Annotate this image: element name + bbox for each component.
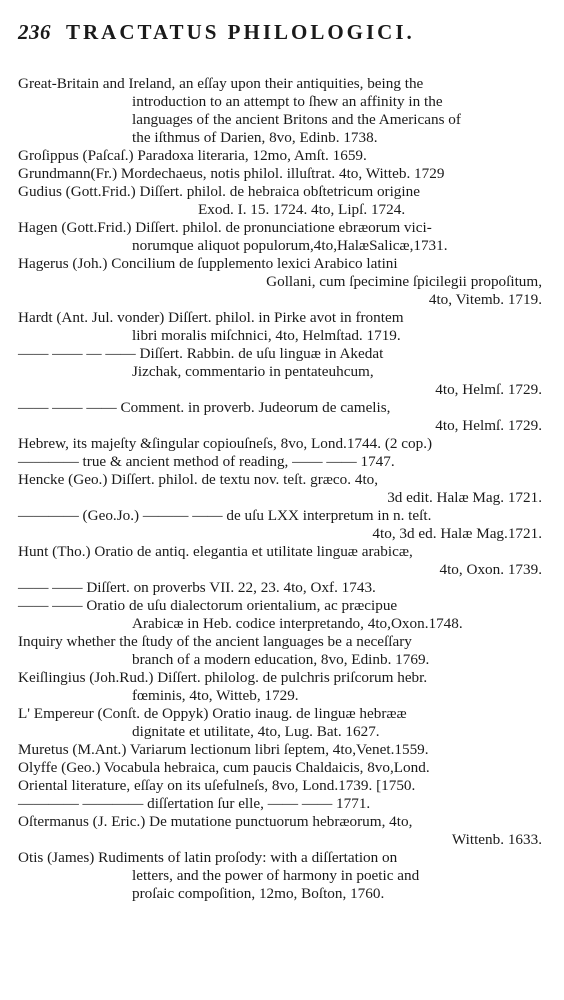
catalogue-entry — [18, 255, 542, 309]
entry-line: 4to, Helmſ. 1729. — [435, 417, 542, 434]
entry-line: 4to, Helmſ. 1729. — [435, 381, 542, 398]
entry-line: Groſippus (Paſcaſ.) Paradoxa literaria, 12mo, Amſt. 1659. — [18, 147, 367, 164]
entry-line: languages of the ancient Britons and the Americans of — [132, 111, 461, 128]
entry-line: 4to, 3d ed. Halæ Mag.1721. — [372, 525, 542, 542]
bibliography-list — [18, 75, 542, 903]
catalogue-entry — [18, 741, 542, 759]
catalogue-entry — [18, 345, 542, 399]
entry-line: —— —— —— Comment. in proverb. Judeorum de camelis, — [18, 399, 391, 416]
entry-line: Otis (James) Rudiments of latin proſody: with a diſſertation on — [18, 849, 398, 866]
entry-line: Jizchak, commentario in pentateuhcum, — [132, 363, 374, 380]
entry-line: L' Empereur (Conſt. de Oppyk) Oratio inaug. de linguæ hebrææ — [18, 705, 407, 722]
entry-line: Keiſlingius (Joh.Rud.) Diſſert. philolog. de pulchris priſcorum hebr. — [18, 669, 428, 686]
entry-line: ———— true & ancient method of reading, —— —— 1747. — [18, 453, 395, 470]
catalogue-entry — [18, 633, 542, 669]
catalogue-entry — [18, 147, 542, 165]
entry-line: Hunt (Tho.) Oratio de antiq. elegantia et utilitate linguæ arabicæ, — [18, 543, 413, 560]
entry-line: 4to, Vitemb. 1719. — [428, 291, 542, 308]
entry-line: —— —— — —— Diſſert. Rabbin. de uſu linguæ in Akedat — [18, 345, 384, 362]
catalogue-entry — [18, 399, 542, 435]
entry-line: norumque aliquot populorum,4to,HalæSalicæ,1731. — [132, 237, 448, 254]
catalogue-entry — [18, 705, 542, 741]
entry-line: ———— ———— diſſertation ſur elle, —— —— 1771. — [18, 795, 371, 812]
entry-line: branch of a modern education, 8vo, Edinb. 1769. — [132, 651, 430, 668]
entry-line: the iſthmus of Darien, 8vo, Edinb. 1738. — [132, 129, 378, 146]
entry-line: proſaic compoſition, 12mo, Boſton, 1760. — [132, 885, 385, 902]
entry-line: Wittenb. 1633. — [451, 831, 542, 848]
page-number: 236 — [18, 20, 51, 44]
entry-line: Hardt (Ant. Jul. vonder) Diſſert. philol. in Pirke avot in frontem — [18, 309, 404, 326]
catalogue-entry — [18, 435, 542, 453]
entry-line: Gudius (Gott.Frid.) Diſſert. philol. de hebraica obſtetricum origine — [18, 183, 420, 200]
catalogue-entry — [18, 75, 542, 147]
entry-line: Hebrew, its majeſty &ſingular copiouſneſs, 8vo, Lond.1744. (2 cop.) — [18, 435, 433, 452]
entry-line: letters, and the power of harmony in poetic and — [132, 867, 420, 884]
catalogue-entry — [18, 777, 542, 813]
catalogue-entry — [18, 219, 542, 255]
entry-line: Oſtermanus (J. Eric.) De mutatione punctuorum hebræorum, 4to, — [18, 813, 413, 830]
entry-line: Exod. I. 15. 1724. 4to, Lipſ. 1724. — [198, 201, 406, 218]
entry-line: libri moralis miſchnici, 4to, Helmſtad. 1719. — [132, 327, 401, 344]
catalogue-entry — [18, 669, 542, 705]
page-header — [18, 20, 542, 45]
entry-line: Olyffe (Geo.) Vocabula hebraica, cum paucis Chaldaicis, 8vo,Lond. — [18, 759, 430, 776]
catalogue-entry — [18, 543, 542, 579]
entry-line: Inquiry whether the ſtudy of the ancient languages be a neceſſary — [18, 633, 412, 650]
catalogue-entry — [18, 453, 542, 471]
entry-line: Hagerus (Joh.) Concilium de ſupplemento lexici Arabico latini — [18, 255, 398, 272]
running-title: TRACTATUS PHILOLOGICI. — [66, 20, 415, 44]
entry-line: Grundmann(Fr.) Mordechaeus, notis philol. illuſtrat. 4to, Witteb. 1729 — [18, 165, 445, 182]
catalogue-entry — [18, 183, 542, 219]
entry-line: dignitate et utilitate, 4to, Lug. Bat. 1627. — [132, 723, 380, 740]
catalogue-entry — [18, 165, 542, 183]
entry-line: Arabicæ in Heb. codice interpretando, 4to,Oxon.1748. — [132, 615, 463, 632]
catalogue-entry — [18, 759, 542, 777]
catalogue-entry — [18, 813, 542, 849]
entry-line: 3d edit. Halæ Mag. 1721. — [387, 489, 542, 506]
entry-line: Hencke (Geo.) Diſſert. philol. de textu nov. teſt. græco. 4to, — [18, 471, 379, 488]
entry-line: ———— (Geo.Jo.) ——— —— de uſu LXX interpretum in n. teſt. — [18, 507, 432, 524]
entry-line: 4to, Oxon. 1739. — [439, 561, 542, 578]
catalogue-entry — [18, 309, 542, 345]
entry-line: Great-Britain and Ireland, an eſſay upon their antiquities, being the — [18, 75, 424, 92]
catalogue-entry — [18, 507, 542, 543]
catalogue-entry — [18, 471, 542, 507]
entry-line: introduction to an attempt to ſhew an affinity in the — [132, 93, 443, 110]
entry-line: fœminis, 4to, Witteb, 1729. — [132, 687, 299, 704]
catalogue-entry — [18, 597, 542, 633]
catalogue-entry — [18, 579, 542, 597]
entry-line: —— —— Diſſert. on proverbs VII. 22, 23. 4to, Oxf. 1743. — [18, 579, 376, 596]
entry-line: Gollani, cum ſpecimine ſpicilegii propoſitum, — [266, 273, 542, 290]
catalogue-entry — [18, 849, 542, 903]
entry-line: —— —— Oratio de uſu dialectorum orientalium, ac præcipue — [18, 597, 398, 614]
entry-line: Oriental literature, eſſay on its uſefulneſs, 8vo, Lond.1739. [1750. — [18, 777, 416, 794]
entry-line: Muretus (M.Ant.) Variarum lectionum libri ſeptem, 4to,Venet.1559. — [18, 741, 429, 758]
entry-line: Hagen (Gott.Frid.) Diſſert. philol. de pronunciatione ebræorum vici- — [18, 219, 432, 236]
